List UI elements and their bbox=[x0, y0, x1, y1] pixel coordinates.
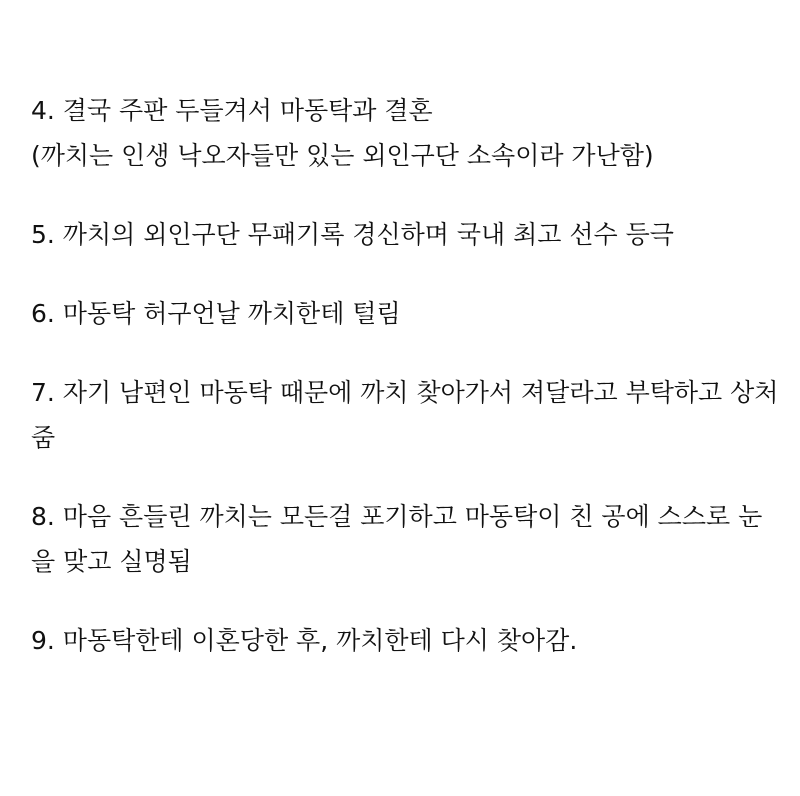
item-5-line-1: 5. 까치의 외인구단 무패기록 경신하며 국내 최고 선수 등극 bbox=[31, 220, 674, 249]
item-9-line-1: 9. 마동탁한테 이혼당한 후, 까치한테 다시 찾아감. bbox=[31, 626, 578, 655]
list-item-4 bbox=[31, 88, 776, 178]
list-item-5 bbox=[31, 212, 776, 257]
item-4-line-1: 4. 결국 주판 두들겨서 마동탁과 결혼 bbox=[31, 96, 433, 125]
item-4-line-2: (까치는 인생 낙오자들만 있는 외인구단 소속이라 가난함) bbox=[31, 141, 654, 170]
list-item-6 bbox=[31, 291, 776, 336]
item-8-line-1: 8. 마음 흔들린 까치는 모든걸 포기하고 마동탁이 친 공에 스스로 눈 bbox=[31, 502, 763, 531]
list-item-9 bbox=[31, 618, 776, 663]
list-item-8 bbox=[31, 494, 776, 584]
item-8-line-2: 을 맞고 실명됨 bbox=[31, 547, 192, 576]
list-item-7 bbox=[31, 370, 779, 460]
document-body bbox=[31, 88, 779, 697]
item-6-line-1: 6. 마동탁 허구언날 까치한테 털림 bbox=[31, 299, 401, 328]
item-7-line-2: 줌 bbox=[31, 423, 56, 452]
item-7-line-1: 7. 자기 남편인 마동탁 때문에 까치 찾아가서 져달라고 부탁하고 상처 bbox=[31, 378, 779, 407]
